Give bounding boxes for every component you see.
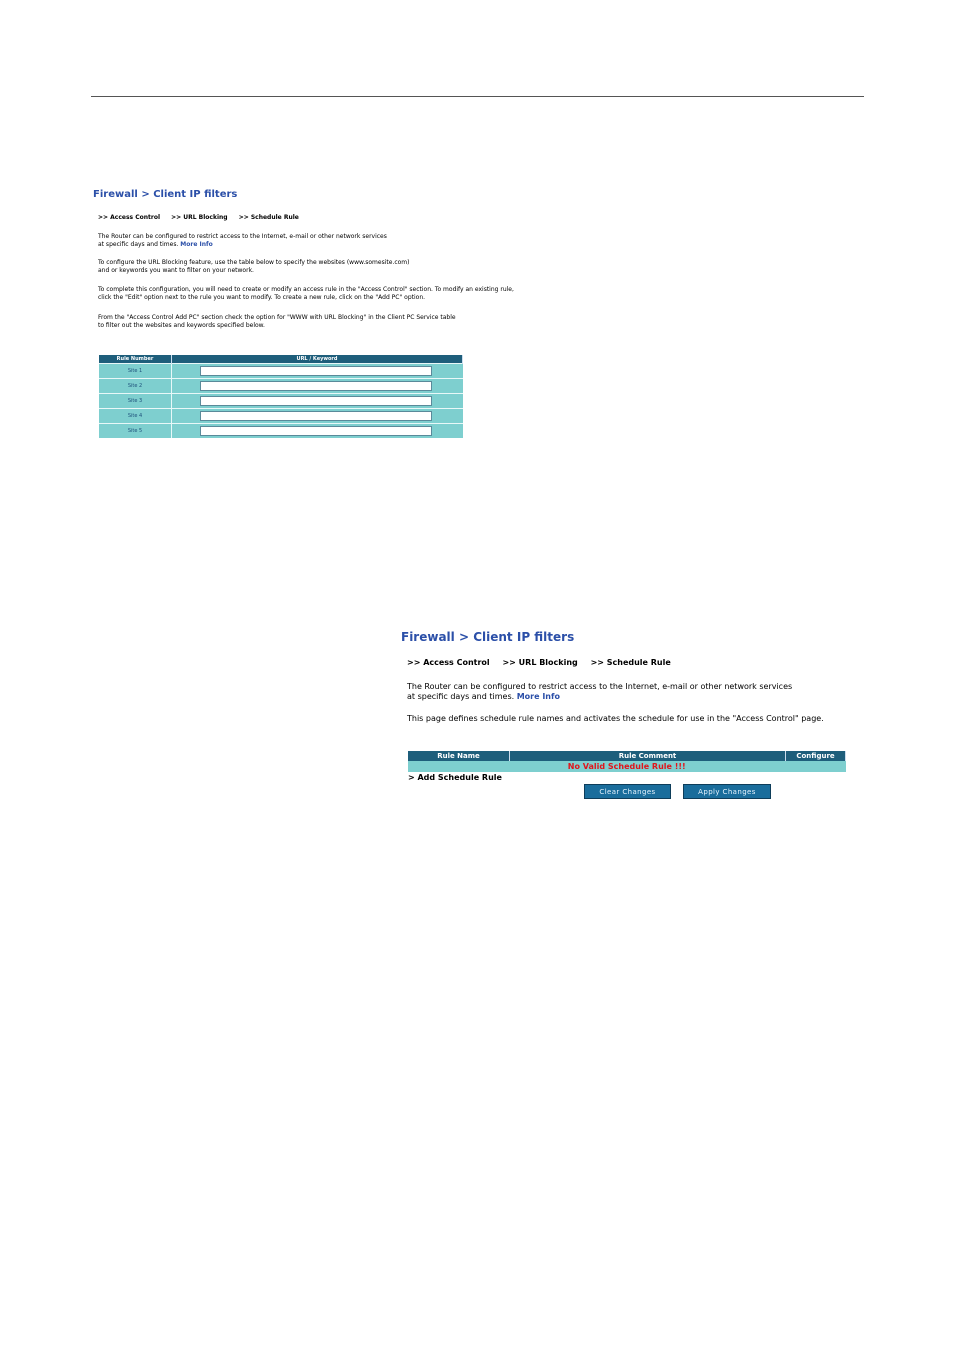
defines-line: This page defines schedule rule names and activates the schedule for use in the "Access Control" page. <box>407 714 824 723</box>
config-line-2: and or keywords you want to filter on your network. <box>98 267 254 274</box>
url-keyword-input-1[interactable] <box>200 366 432 376</box>
col-configure: Configure <box>786 751 846 761</box>
complete-line-1: To complete this configuration, you will need to create or modify an access rule in the "Access Control" section. To modify an existing rule, <box>98 286 514 293</box>
config-line-1: To configure the URL Blocking feature, use the table below to specify the websites (www.somesite.com) <box>98 259 410 266</box>
url-keyword-input-3[interactable] <box>200 396 432 406</box>
col-url-keyword: URL / Keyword <box>172 355 463 364</box>
complete-text <box>93 286 573 302</box>
site-label: Site 4 <box>99 409 172 424</box>
title-main: Firewall <box>93 189 138 200</box>
table-header-row <box>99 355 463 364</box>
nav-url-blocking[interactable]: >> URL Blocking <box>171 214 228 221</box>
site-field-cell <box>172 379 463 394</box>
table-row <box>99 364 463 379</box>
from-line-1: From the "Access Control Add PC" section check the option for "WWW with URL Blocking" in the Client PC Service table <box>98 314 456 321</box>
intro-line-1: The Router can be configured to restrict access to the Internet, e-mail or other network services <box>98 233 387 240</box>
title-main: Firewall <box>401 630 455 644</box>
empty-table-message: No Valid Schedule Rule !!! <box>408 761 846 772</box>
intro-text <box>93 233 573 249</box>
intro-line-2: at specific days and times. <box>407 692 515 701</box>
url-keyword-input-2[interactable] <box>200 381 432 391</box>
page-title <box>93 188 573 202</box>
page-top-rule <box>91 96 864 97</box>
schedule-rule-panel <box>401 629 861 724</box>
table-header-row <box>408 751 846 761</box>
intro-text <box>401 682 861 702</box>
url-keyword-input-4[interactable] <box>200 411 432 421</box>
table-row <box>408 761 846 772</box>
site-field-cell <box>172 409 463 424</box>
schedule-rule-table <box>408 751 846 772</box>
clear-changes-button[interactable]: Clear Changes <box>584 784 671 799</box>
col-rule-comment: Rule Comment <box>510 751 786 761</box>
intro-line-1: The Router can be configured to restrict access to the Internet, e-mail or other network services <box>407 682 793 691</box>
apply-changes-button[interactable]: Apply Changes <box>683 784 771 799</box>
site-label: Site 3 <box>99 394 172 409</box>
nav-access-control[interactable]: >> Access Control <box>407 658 490 667</box>
url-keyword-table <box>99 355 463 438</box>
col-rule-name: Rule Name <box>408 751 510 761</box>
add-schedule-rule-link[interactable]: > Add Schedule Rule <box>408 773 502 782</box>
col-rule-number: Rule Number <box>99 355 172 364</box>
url-keyword-input-5[interactable] <box>200 426 432 436</box>
subnav <box>401 658 861 668</box>
site-label: Site 5 <box>99 424 172 439</box>
title-separator: > <box>458 630 470 644</box>
intro-line-2-wrap <box>98 241 573 249</box>
table-row <box>99 424 463 439</box>
site-label: Site 1 <box>99 364 172 379</box>
nav-url-blocking[interactable]: >> URL Blocking <box>502 658 578 667</box>
nav-schedule-rule[interactable]: >> Schedule Rule <box>590 658 671 667</box>
site-field-cell <box>172 394 463 409</box>
subnav <box>93 213 573 222</box>
site-label: Site 2 <box>99 379 172 394</box>
page-title <box>401 629 861 645</box>
title-sub: Client IP filters <box>473 630 575 644</box>
from-line-2: to filter out the websites and keywords specified below. <box>98 322 265 329</box>
table-row <box>99 379 463 394</box>
defines-text <box>401 714 861 724</box>
site-field-cell <box>172 364 463 379</box>
intro-line-2: at specific days and times. <box>98 241 179 248</box>
title-sub: Client IP filters <box>153 189 238 200</box>
from-text <box>93 314 573 330</box>
nav-schedule-rule[interactable]: >> Schedule Rule <box>238 214 299 221</box>
table-row <box>99 394 463 409</box>
title-separator: > <box>141 189 150 200</box>
nav-access-control[interactable]: >> Access Control <box>98 214 161 221</box>
more-info-link[interactable]: More Info <box>180 241 213 248</box>
more-info-link[interactable]: More Info <box>516 692 560 701</box>
site-field-cell <box>172 424 463 439</box>
table-row <box>99 409 463 424</box>
complete-line-2: click the "Edit" option next to the rule you want to modify. To create a new rule, click on the "Add PC" option. <box>98 294 426 301</box>
config-text <box>93 259 573 275</box>
intro-line-2-wrap <box>407 692 861 702</box>
url-blocking-panel <box>93 188 573 330</box>
